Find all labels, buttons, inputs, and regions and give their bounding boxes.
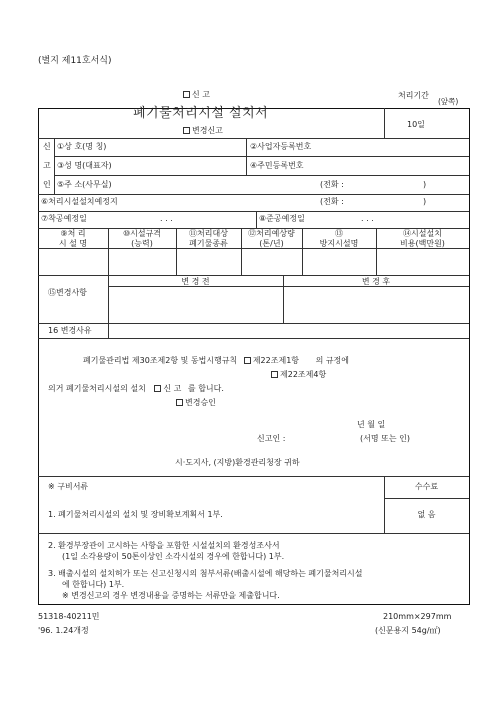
declaration-date: 년 월 일 [357, 420, 386, 429]
business-reg-label: ②사업자등록번호 [250, 142, 312, 151]
phone-label-1: (전화 : [320, 180, 344, 189]
documents-header: ※ 구비서류 [48, 482, 89, 491]
clause-4-checkbox[interactable] [271, 371, 278, 378]
change-option-label: 변경신고 [192, 126, 223, 135]
document-item-3-line2: 에 한합니다) 1부. [62, 580, 125, 589]
applicant-char-3: 인 [43, 180, 51, 189]
applicant-signature-label: 신고인 : [257, 434, 286, 443]
declaration-line3: 의거 폐기물처리시설의 설치 신 고 를 합니다. [48, 384, 224, 393]
col-expected-volume: ⑫처리예상량 (톤/년) [248, 229, 295, 248]
recipient: 시·도지사, (지방)환경관리청장 귀하 [175, 458, 300, 467]
site-label: ⑥처리시설설치예정지 [41, 197, 118, 206]
fee-label: 수수료 [414, 482, 439, 491]
representative-label: ③성 명(대표자) [57, 161, 112, 170]
change-reason-label: 16 변경사유 [48, 326, 92, 335]
signature-note: (서명 또는 인) [360, 434, 410, 443]
fee-value: 없 음 [417, 510, 436, 519]
before-change-header: 변 경 전 [181, 277, 210, 286]
clause-1-checkbox[interactable] [244, 357, 251, 364]
processing-period-value: 10일 [407, 120, 425, 129]
col-facility-name: ⑨처 리 시 설 명 [58, 229, 88, 248]
change-checkbox[interactable] [183, 127, 190, 134]
start-label: ⑦착공예정일 [41, 214, 87, 223]
report-type-checkbox[interactable] [154, 385, 161, 392]
document-item-2-line2: (1일 소각용량이 50톤이상인 소각시설의 경우에 한합니다) 1부. [62, 552, 285, 561]
declaration-line4[interactable]: 변경승인 [176, 399, 216, 407]
start-date-field[interactable]: . . . [160, 214, 173, 223]
report-option[interactable] [183, 91, 210, 99]
col-installation-cost: ⑭시설설치 비용(백만원) [400, 229, 445, 248]
form-title: 폐기물처리시설 설치서 [133, 106, 269, 121]
form-number: 51318-40211민 [38, 612, 100, 621]
document-note: ※ 변경신고의 경우 변경내용을 증명하는 서류만을 제출합니다. [62, 591, 280, 600]
declaration-line1: 폐기물관리법 제30조제2항 및 동법시행규칙 제22조제1항 의 규정에 [83, 356, 350, 365]
processing-period-label: 처리기간 [398, 91, 429, 100]
change-approval-checkbox[interactable] [176, 399, 183, 406]
name-label: ①상 호(명 칭) [57, 142, 107, 151]
complete-label: ⑧준공예정일 [259, 214, 305, 223]
phone-label-2: (전화 : [320, 197, 344, 206]
address-label: ⑤주 소(사무실) [57, 180, 112, 189]
declaration-line2[interactable]: 제22조제4항 [271, 371, 326, 379]
document-item-3-line1: 3. 배출시설의 설치허가 또는 신고신청시의 첨부서류(배출시설에 해당하는 폐기물처리시설 [48, 569, 363, 578]
report-option-label: 신 고 [192, 90, 210, 99]
resident-reg-label: ④주민등록번호 [250, 161, 304, 170]
form-label: (별지 제11호서식) [38, 56, 112, 66]
col-prevention-facility: ⑬ 방지시설명 [319, 229, 359, 248]
side-label: (앞쪽) [438, 97, 459, 106]
revision-date: '96. 1.24개정 [38, 626, 89, 635]
document-item-1: 1. 폐기물처리시설의 설치 및 장비확보계획서 1부. [48, 510, 223, 519]
applicant-char-2: 고 [43, 161, 51, 170]
change-items-label: ⑮변경사항 [48, 288, 87, 297]
change-option[interactable] [183, 127, 223, 135]
report-checkbox[interactable] [183, 91, 190, 98]
col-facility-capacity: ⑩시설규격 (능력) [122, 229, 162, 248]
after-change-header: 변 경 후 [361, 277, 391, 286]
phone-close-2: ) [423, 197, 427, 206]
phone-close-1: ) [423, 180, 427, 189]
applicant-char-1: 신 [43, 142, 51, 151]
paper-size: 210mm×297mm [383, 612, 452, 621]
complete-date-field[interactable]: . . . [361, 214, 374, 223]
document-item-2-line1: 2. 환경부장관이 고시하는 사항을 포함한 시설설치의 환경성조사서 [48, 541, 280, 550]
paper-type: (신문용지 54g/㎡) [375, 626, 441, 635]
col-waste-type: ⑪처리대상 폐기물종류 [189, 229, 228, 248]
